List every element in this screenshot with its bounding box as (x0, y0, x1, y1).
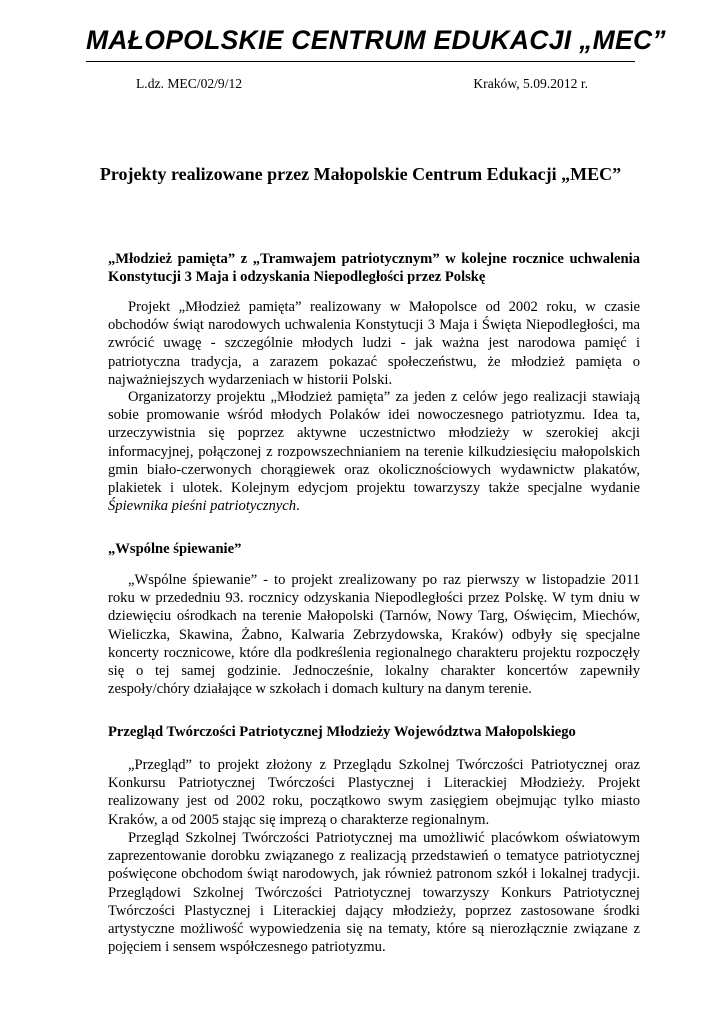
place-date: Kraków, 5.09.2012 r. (473, 76, 588, 91)
reference-number: L.dz. MEC/02/9/12 (136, 76, 243, 91)
paragraph-text: Organizatorzy projektu „Młodzież pamięta” za jeden z celów jego realizacji stawiają sobie promowanie wśród młodych Polaków idei nowoczesnego patriotyzmu. Idea ta, urzeczywistnia się poprzez aktywne uczestnictwo młodzieży w szerokiej akcji informacyjnej, połączonej z rozpowszechnianiem na terenie kilkudziesięciu małopolskich gmin biało-czerwonych chorągiewek oraz okolicznościowych wydawnictw plakatów, plakietek i ulotek. Kolejnym edycjom projektu towarzyszy także specjalne wydanie (108, 389, 640, 497)
paragraph: „Przegląd” to projekt złożony z Przeglądu Szkolnej Twórczości Patriotycznej oraz Konkursu Patriotycznej Twórczości Plastycznej i Literackiej Młodzieży. Projekt realizowany jest od 2002 roku, początkowo swym zasięgiem obejmując tylko miasto Kraków, a od 2005 stając się imprezą o charakterze regionalnym. (108, 757, 640, 828)
section-heading-przeglad: Przegląd Twórczości Patriotycznej Młodzieży Województwa Małopolskiego (108, 724, 576, 740)
songbook-title: Śpiewnika pieśni patriotycznych (108, 498, 297, 515)
paragraph (108, 388, 640, 515)
document-title: Projekty realizowane przez Małopolskie Centrum Edukacji „MEC” (99, 164, 622, 184)
paragraph: Przegląd Szkolnej Twórczości Patriotycznej ma umożliwić placówkom oświatowym zaprezentowanie dorobku związanego z realizacją przedstawień o tematyce patriotycznej poświęcone obchodom świąt narodowych, jak również patronom szkół i lokalnej tradycji. Przeglądowi Szkolnej Twórczości Patriotycznej towarzyszy Konkurs Patriotycznej Twórczości Plastycznej i Literackiej dający młodzieży, poprzez zastosowane środki artystyczne możliwość wypowiedzenia się na tematy, które są nierozłącznie związane z pojęciem i sensem współczesnego patriotyzmu. (108, 830, 640, 956)
header-divider (86, 61, 635, 62)
paragraph: Projekt „Młodzież pamięta” realizowany w Małopolsce od 2002 roku, w czasie obchodów świąt narodowych uchwalenia Konstytucji 3 Maja i Święta Niepodległości, ma zwrócić uwagę - szczególnie młodych ludzi - jak ważna jest narodowa pamięć i patriotyczna tradycja, a zarazem pokazać społeczeństwu, że młodzież pamięta o najważniejszych wydarzeniach w historii Polski. (108, 299, 640, 388)
paragraph: „Wspólne śpiewanie” - to projekt zrealizowany po raz pierwszy w listopadzie 2011 roku w przededniu 93. rocznicy odzyskania Niepodległości przez Polskę. W tym dniu w dziewięciu ośrodkach na terenie Małopolski (Tarnów, Nowy Targ, Oświęcim, Miechów, Wieliczka, Skawina, Żabno, Kalwaria Zebrzydowska, Kraków) odbyły się specjalne koncerty rocznicowe, które dla podkreślenia regionalnego charakteru projektu rozpoczęły się o tej samej godzinie. Jednocześnie, lokalny charakter koncertów zapewniły zespoły/chóry działające w szkołach i domach kultury na danym terenie. (108, 572, 640, 698)
section-heading-wspolne-spiewanie: „Wspólne śpiewanie” (108, 541, 242, 557)
paragraph-end: . (296, 498, 300, 515)
organization-header: MAŁOPOLSKIE CENTRUM EDUKACJI „MEC” (86, 25, 666, 55)
section-heading-mlodziez-pamieta: „Młodzież pamięta” z „Tramwajem patriotycznym” w kolejne rocznice uchwalenia Konstytucji 3 Maja i odzyskania Niepodległości przez Polskę (108, 251, 640, 285)
